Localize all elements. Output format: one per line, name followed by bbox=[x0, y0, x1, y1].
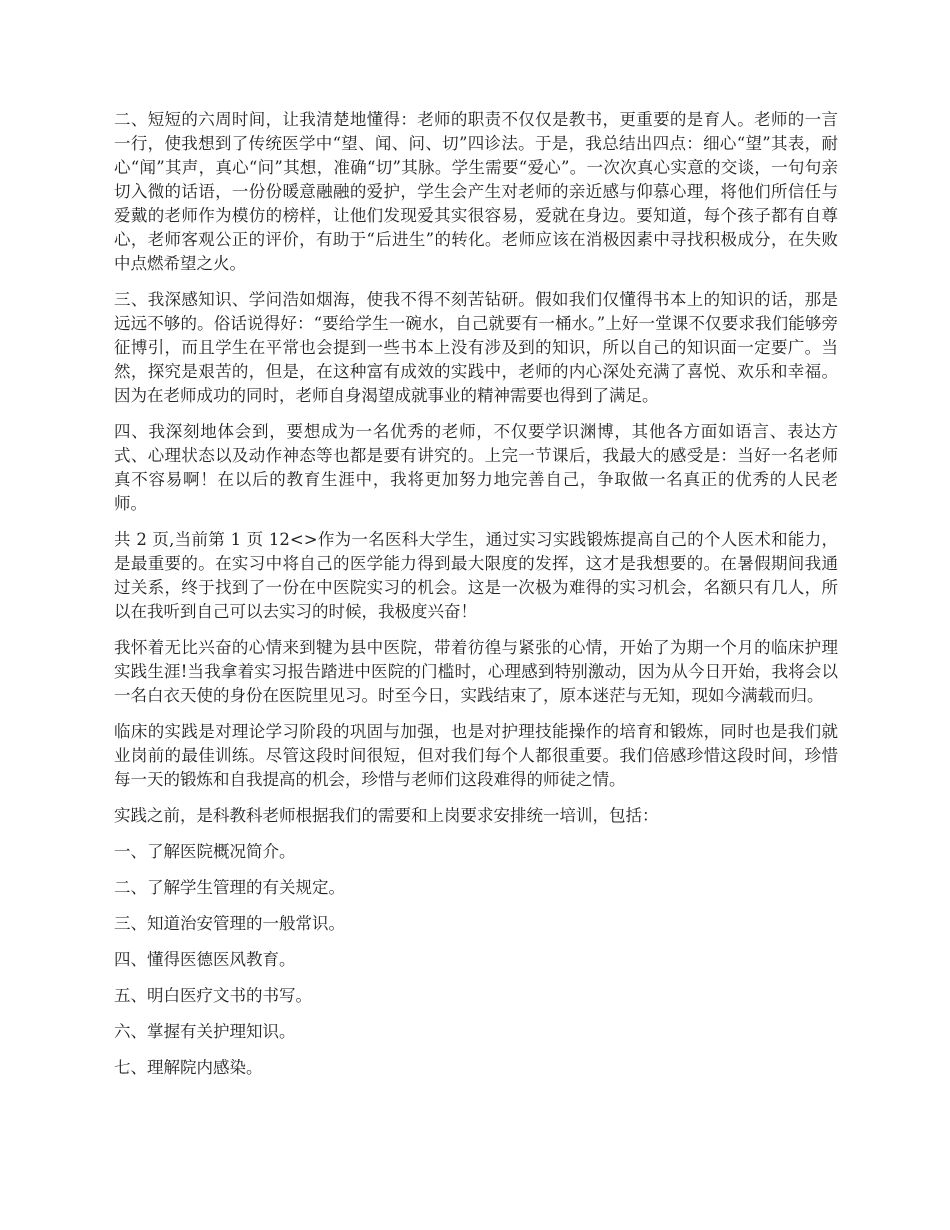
document-body bbox=[114, 108, 838, 1092]
list-item: 七、理解院内感染。 bbox=[114, 1058, 263, 1077]
paragraph-knowledge: 三、我深感知识、学问浩如烟海，使我不得不刻苦钻研。假如我们仅懂得书本上的知识的话，那是远远不够的。俗话说得好：“要给学生一碗水，自己就要有一桶水。”上好一堂课不仅要求我们能够旁征博引，而且学生在平常也会提到一些书本上没有涉及到的知识，所以自己的知识面一定要广。当然，探究是艰苦的，但是，在这种富有成效的实践中，老师的内心深处充满了喜悦、欢乐和幸福。因为在老师成功的同时，老师自身渴望成就事业的精神需要也得到了满足。 bbox=[114, 290, 838, 405]
list-item: 五、明白医疗文书的书写。 bbox=[114, 986, 312, 1005]
list-item: 六、掌握有关护理知识。 bbox=[114, 1022, 296, 1041]
paragraph-clinical-practice: 临床的实践是对理论学习阶段的巩固与加强，也是对护理技能操作的培育和锻炼，同时也是我们就业岗前的最佳训练。尽管这段时间很短，但对我们每个人都很重要。我们倍感珍惜这段时间，珍惜每一天的锻炼和自我提高的机会，珍惜与老师们这段难得的师徒之情。 bbox=[114, 722, 838, 789]
paragraph-teacher-duty: 二、短短的六周时间，让我清楚地懂得：老师的职责不仅仅是教书，更重要的是育人。老师的一言一行，使我想到了传统医学中“望、闻、问、切”四诊法。于是，我总结出四点：细心“望”其表，耐心“闻”其声，真心“问”其想，准确“切”其脉。学生需要“爱心”。一次次真心实意的交谈，一句句亲切入微的话语，一份份暖意融融的爱护，学生会产生对老师的亲近感与仰慕心理，将他们所信任与爱戴的老师作为模仿的榜样，让他们发现爱其实很容易，爱就在身边。要知道，每个孩子都有自尊心，老师客观公正的评价，有助于“后进生”的转化。老师应该在消极因素中寻找积极成分，在失败中点燃希望之火。 bbox=[114, 110, 838, 273]
list-item: 一、了解医院概况简介。 bbox=[114, 842, 296, 861]
paragraph-hospital-arrival: 我怀着无比兴奋的心情来到犍为县中医院，带着彷徨与紧张的心情，开始了为期一个月的临床护理实践生涯!当我拿着实习报告踏进中医院的门槛时，心理感到特别激动，因为从今日开始，我将会以一名白衣天使的身份在医院里见习。时至今日，实践结束了，原本迷茫与无知，现如今满载而归。 bbox=[114, 638, 838, 705]
list-item: 二、了解学生管理的有关规定。 bbox=[114, 878, 345, 897]
paragraph-medical-internship: 共 2 页,当前第 1 页 12<>作为一名医科大学生，通过实习实践锻炼提高自己的个人医术和能力，是最重要的。在实习中将自己的医学能力得到最大限度的发挥，这才是我想要的。在暑假期间我通过关系，终于找到了一份在中医院实习的机会。这是一次极为难得的实习机会，名额只有几人，所以在我听到自己可以去实习的时候，我极度兴奋！ bbox=[114, 530, 838, 621]
list-item: 四、懂得医德医风教育。 bbox=[114, 950, 296, 969]
paragraph-excellent-teacher: 四、我深刻地体会到，要想成为一名优秀的老师，不仅要学识渊博，其他各方面如语言、表达方式、心理状态以及动作神态等也都是要有讲究的。上完一节课后，我最大的感受是：当好一名老师真不容易啊！在以后的教育生涯中，我将更加努力地完善自己，争取做一名真正的优秀的人民老师。 bbox=[114, 422, 838, 513]
paragraph-training-intro: 实践之前，是科教科老师根据我们的需要和上岗要求安排统一培训，包括： bbox=[114, 806, 659, 825]
list-item: 三、知道治安管理的一般常识。 bbox=[114, 914, 345, 933]
training-list bbox=[114, 840, 838, 1080]
